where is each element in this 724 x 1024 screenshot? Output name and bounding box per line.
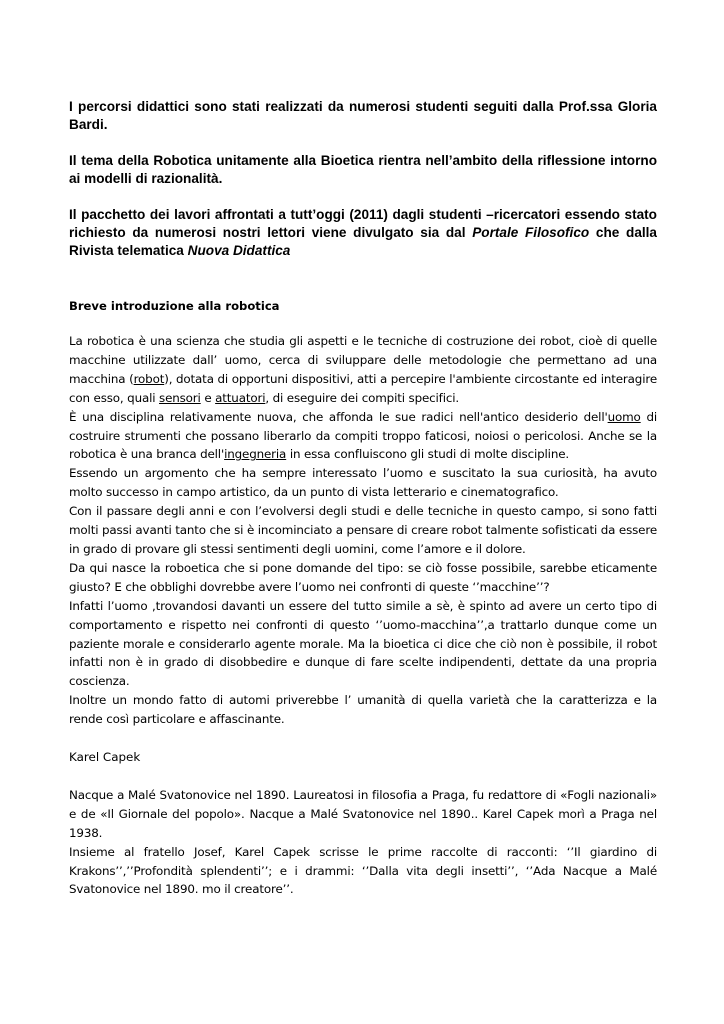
robotics-p1-d: , di eseguire dei compiti specifici. [265,390,460,405]
robotics-p1-b: ), dotata di opportuni dispositivi, atti a percepire l'ambiente circostante ed interagire con esso, quali [69,371,657,405]
robotics-paragraph-2 [69,408,657,465]
intro-p3-text: Il pacchetto dei lavori affrontati a tutt’oggi (2011) dagli studenti –ricercatori essendo stato richiesto da numerosi nostri lettori viene divulgato sia dal [69,207,657,240]
robotics-p2-a: È una disciplina relativamente nuova, che affonda le sue radici nell'antico desiderio dell' [69,409,608,424]
intro-paragraph-2: Il tema della Robotica unitamente alla Bioetica rientra nell’ambito della riflessione intorno ai modelli di razionalità. [69,153,657,186]
robot-link[interactable]: robot [133,371,165,386]
section-title-karel-capek: Karel Capek [69,750,141,765]
sensori-link[interactable]: sensori [159,390,201,405]
portale-filosofico-title: Portale Filosofico [472,225,590,240]
intro-paragraph-3 [69,206,657,260]
nuova-didattica-title: Nuova Didattica [187,243,291,258]
uomo-link[interactable]: uomo [607,409,641,424]
robotics-p2-c: in essa confluiscono gli studi di molte discipline. [286,447,570,462]
robotics-paragraph-1 [69,332,657,408]
robotics-paragraph-4: Con il passare degli anni e con l’evolversi degli studi e delle tecniche in questo campo, si sono fatti molti passi avanti tanto che si è incominciato a pensare di creare robot talmente sofisticati da essere in grado di provare gli stessi sentimenti degli uomini, come l’amore e il dolore. [69,504,657,556]
document-page [69,98,657,899]
robotics-paragraph-7: Inoltre un mondo fatto di automi priverebbe l’ umanità di quella varietà che la caratterizza e la rende così particolare e affascinante. [69,693,657,727]
robotics-p1-c: e [200,390,216,405]
intro-paragraph-1: I percorsi didattici sono stati realizzati da numerosi studenti seguiti dalla Prof.ssa Gloria Bardi. [69,99,657,132]
capek-paragraph-2: Insieme al fratello Josef, Karel Capek scrisse le prime raccolte di racconti: ‘’Il giardino di Krakons’’,’’Profondità splendenti’’; e i drammi: ‘’Dalla vita degli insetti’’, ‘’Ada Nacque a Malé Svatonovice nel 1890. mo il creatore’’. [69,844,657,897]
robotics-paragraph-3: Essendo un argomento che ha sempre interessato l’uomo e suscitato la sua curiosità, ha avuto molto successo in campo artistico, da un punto di vista letterario e cinematografico. [69,466,657,500]
attuatori-link[interactable]: attuatori [215,390,266,405]
robotics-p1-a: La robotica è una scienza che studia gli aspetti e le tecniche di costruzione dei robot, cioè di quelle macchine utilizzate dall’ uomo, cerca di sviluppare delle metodologie che permettano ad una macchina ( [69,334,657,386]
robotics-p2-b: di costruire strumenti che possano liberarlo da compiti troppo faticosi, noiosi o pericolosi. Anche se la robotica è una branca dell' [69,409,657,462]
capek-paragraph-1: Nacque a Malé Svatonovice nel 1890. Laureatosi in filosofia a Praga, fu redattore di «Fogli nazionali» e de «Il Giornale del popolo». Nacque a Malé Svatonovice nel 1890.. Karel Capek morì a Praga nel 1938. [69,787,657,840]
robotics-paragraph-6: Infatti l’uomo ,trovandosi davanti un essere del tutto simile a sè, è spinto ad avere un certo tipo di comportamento e rispetto nei confronti di questo ‘’uomo-macchina’’,a trattarlo dunque come un paziente morale e considerarlo agente morale. Ma la bioetica ci dice che ciò non è possibile, il robot infatti non è in grado di disobbedire e dunque di fare scelte indipendenti, dettate da una propria coscienza. [69,598,657,689]
ingegneria-link[interactable]: ingegneria [224,447,287,462]
section-title-robotics: Breve introduzione alla robotica [69,299,280,313]
robotics-paragraph-5: Da qui nasce la roboetica che si pone domande del tipo: se ciò fosse possibile, sarebbe eticamente giusto? E che obblighi dovrebbe avere l’uomo nei confronti di queste ‘’macchine’’? [69,560,657,594]
intro-p3-mid: che dalla Rivista telematica [69,225,657,258]
